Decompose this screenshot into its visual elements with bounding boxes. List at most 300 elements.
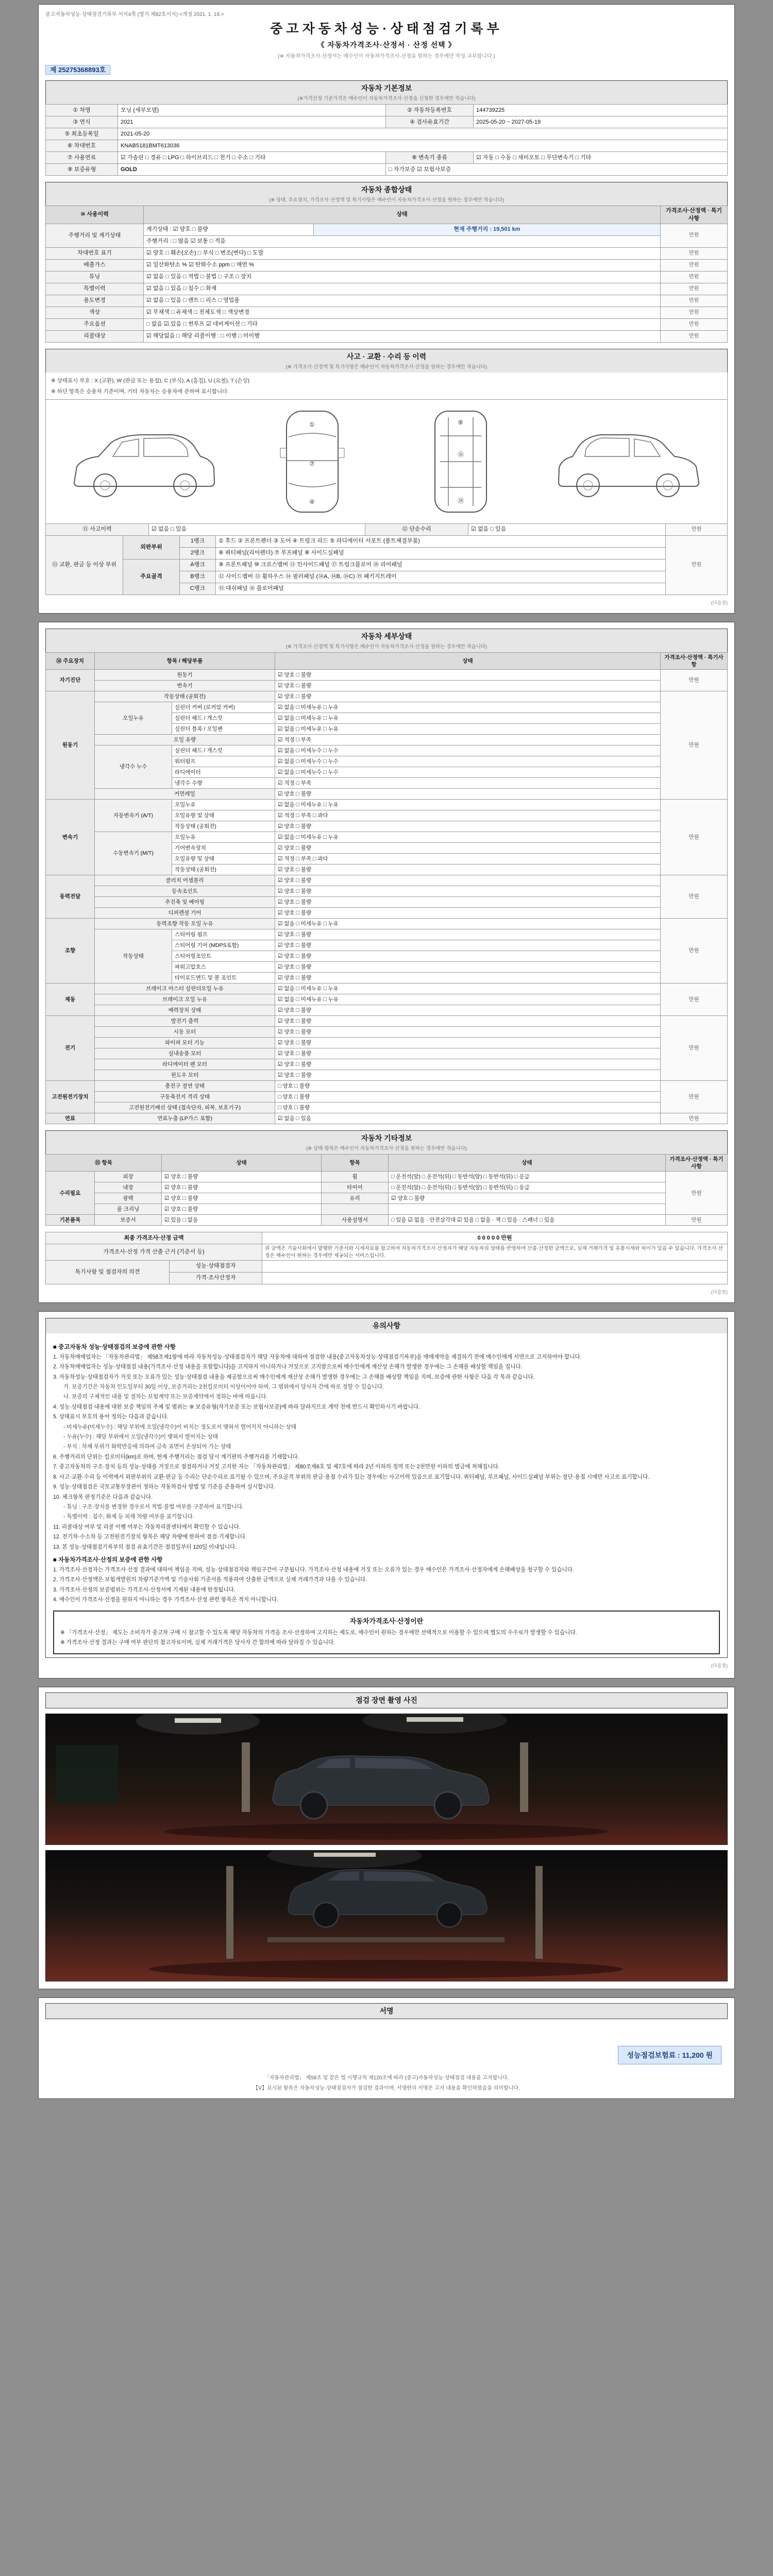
table-cell: ② 자동차등록번호	[386, 105, 474, 116]
table-row	[46, 105, 728, 116]
table-cell: 스티어링 펌프	[172, 929, 275, 940]
table-cell: 오일유량 및 상태	[172, 854, 275, 865]
table-cell: 특별이력	[46, 283, 144, 295]
table-row	[46, 800, 728, 810]
table-cell: 상태	[144, 206, 661, 224]
table-row	[46, 330, 728, 342]
fuel-checkboxes[interactable]: ☑ 가솔린 □ 경유 □ LPG □ 하이브리드 □ 전기 □ 수소 □ 기타	[118, 152, 386, 164]
checkbox-group[interactable]: ☑ 양호 □ 불량	[275, 1048, 661, 1059]
checkbox-group[interactable]: ☑ 무채색 □ 유채색 □ 전체도색 □ 색상변경	[144, 307, 661, 318]
checkbox-group[interactable]: ☑ 없음 □ 미세누유 □ 누유	[275, 919, 661, 929]
notice-item: 7. 중고자동차의 구조·장치 등의 성능·상태를 거짓으로 점검하거나 거짓 고지한 자는 「자동차관리법」 제80조제6호 및 제7호에 따라 2년 이하의 징역 또는 2천만원 이하의 벌금에 처해집니다.	[53, 1464, 500, 1470]
checkbox-group[interactable]: ☑ 양호 □ 불량	[275, 821, 661, 832]
table-cell: 만원	[661, 800, 728, 875]
checkbox-group[interactable]: ☑ 양호 □ 불량	[162, 1193, 322, 1204]
checkbox-group[interactable]: ☑ 양호 □ 불량	[275, 789, 661, 800]
table-cell: 가격·조사산정자	[170, 1272, 262, 1284]
section-notice	[45, 1318, 728, 1658]
diagram-number: ⑦	[309, 460, 315, 467]
first-registration-date: 2021-05-20	[118, 128, 728, 140]
notice-item: 10. 체크항목 판정기준은 다음과 같습니다.	[53, 1494, 153, 1500]
table-cell: ⑥ 쿼터패널(리어펜더) ⑦ 루프패널 ⑧ 사이드실패널	[216, 547, 666, 559]
table-row	[46, 1005, 728, 1016]
notice-item: - 부식 : 차체 부위가 화학반응에 의하여 금속 표면이 손상되어 가는 상태	[63, 1444, 231, 1450]
table-row	[46, 789, 728, 800]
checkbox-group[interactable]: ☑ 양호 □ 불량	[275, 1005, 661, 1016]
notice-item: 나. 보증의 구체적인 내용 및 절차는 보험계약 또는 보증계약에서 정하는 바에 따릅니다.	[63, 1394, 268, 1400]
section-title-text: 유의사항	[372, 1321, 401, 1330]
table-cell: 만원	[666, 1215, 728, 1226]
transmission-checkboxes[interactable]: ☑ 자동 □ 수동 □ 세미오토 □ 무단변속기 □ 기타	[474, 152, 728, 164]
table-cell: 시동 모터	[95, 1027, 275, 1038]
accident-summary-table	[45, 523, 728, 536]
checkbox-group	[389, 1204, 666, 1215]
table-cell: 타이어	[322, 1182, 389, 1193]
checkbox-group[interactable]: ☑ 양호 □ 불량	[275, 1016, 661, 1027]
table-cell: 상태	[389, 1155, 666, 1172]
table-row	[46, 1103, 728, 1113]
table-cell: 오일 유량	[95, 735, 275, 745]
table-cell: 사용설명서	[322, 1215, 389, 1226]
section-title-text: 자동차 기본정보	[361, 84, 412, 92]
table-cell: 룸 크리닝	[95, 1204, 162, 1215]
table-cell: 윈도우 모터	[95, 1070, 275, 1081]
table-cell: 클러치 어셈블리	[95, 875, 275, 886]
table-row	[46, 886, 728, 897]
notice-item: 2. 가격조사·산정액은 보험개발원의 차량기준가액 및 기술사회 기준서를 적용하여 산출한 금액으로 실제 거래가격과 다를 수 있습니다.	[53, 1577, 367, 1583]
inspection-photo-2	[45, 1850, 728, 1981]
table-cell: ⑨ 프론트패널 ⑩ 크로스멤버 ⑪ 인사이드패널 ⑰ 트렁크플로어 ⑱ 리어패널	[216, 559, 666, 571]
checkbox-group[interactable]: 주행거리 : □ 많음 ☑ 보통 □ 적음	[144, 235, 661, 247]
checkbox-group[interactable]: ☑ 양호 □ 불량	[275, 843, 661, 854]
table-row	[46, 128, 728, 140]
table-cell: 가격조사·산정액 · 특기사항	[661, 652, 728, 669]
table-cell: 워터펌프	[172, 756, 275, 767]
table-cell: 냉각수 수량	[172, 778, 275, 789]
checkbox-group[interactable]: ☑ 적정 □ 부족	[275, 735, 661, 745]
section-etc-title	[45, 1130, 728, 1154]
table-cell: ⑭ 주요장치	[46, 652, 95, 669]
table-cell: ⑧ 변속기 종류	[386, 152, 474, 164]
notice-item: 13. 본 성능·상태점검기록부의 점검 유효기간은 점검일부터 120일 이내입니다.	[53, 1544, 237, 1550]
table-cell: 만원	[661, 1113, 728, 1124]
car-underbody-diagram	[399, 405, 523, 518]
table-cell: 만원	[661, 330, 728, 342]
table-cell: ⑮ 대쉬패널 ⑯ 플로어패널	[216, 583, 666, 595]
table-row	[46, 919, 728, 929]
basic-info-table	[45, 104, 728, 176]
table-cell: 색상	[46, 307, 144, 318]
table-cell: 튜닝	[46, 271, 144, 283]
checkbox-group[interactable]: ☑ 양호 □ 불량	[275, 1059, 661, 1070]
section-title-text: 사고 · 교환 · 수리 등 이력	[346, 352, 427, 361]
table-cell: 스티어링 기어 (MDPS포함)	[172, 940, 275, 951]
table-cell: 원동기	[46, 691, 95, 800]
overall-condition-table	[45, 206, 728, 343]
diagram-number: ①	[309, 420, 315, 428]
table-cell: 타이로드엔드 및 볼 조인트	[172, 973, 275, 984]
checkbox-group[interactable]: 계기상태 : ☑ 양호 □ 불량	[144, 224, 314, 235]
table-cell: 특기사항 및 점검자의 의견	[46, 1260, 170, 1284]
table-cell: ⑥ 차대번호	[46, 140, 118, 152]
notice-item: 1. 자동차매매업자는 「자동차관리법」 제58조제1항에 따라 자동차성능·상태점검자가 해당 자동차에 대하여 점검한 내용(중고자동차성능·상태점검기록부)을 매매계약을 체결하기 전에 매수인에게 서면으로 고지하여야 합니다.	[53, 1353, 582, 1360]
table-row	[46, 652, 728, 669]
diagram-number: ⑱	[458, 497, 464, 504]
table-cell: 자기진단	[46, 670, 95, 691]
checkbox-group[interactable]: ☑ 양호 □ 불량	[275, 908, 661, 919]
page-subnote: (※ 자동차가격조사·산정서는 매수인이 자동차가격조사·산정을 원하는 경우에만 작성·교부합니다.)	[278, 54, 495, 59]
checkbox-group[interactable]: ☑ 없음 □ 미세누유 □ 누유	[275, 713, 661, 724]
table-row	[46, 1204, 728, 1215]
table-cell: 동력전달	[46, 875, 95, 919]
final-price-table	[45, 1232, 728, 1284]
table-row	[46, 140, 728, 152]
checkbox-group[interactable]: ☑ 있음 □ 없음	[162, 1215, 322, 1226]
table-row	[46, 1016, 728, 1027]
table-cell: 와이퍼 모터 기능	[95, 1038, 275, 1048]
checkbox-group[interactable]: □ 운전석(앞) □ 운전석(뒤) □ 동반석(앞) □ 동반석(뒤) □ 응급	[389, 1172, 666, 1182]
table-row	[46, 1038, 728, 1048]
notice-subheading: ■ 중고자동차 성능·상태점검의 보증에 관한 사항	[53, 1344, 176, 1350]
table-row	[46, 1092, 728, 1103]
checkbox-group[interactable]: □ 양호 □ 불량	[275, 1092, 661, 1103]
table-cell: 작동상태	[95, 929, 172, 984]
checkbox-group[interactable]: ☑ 없음 □ 미세누유 □ 누유	[275, 994, 661, 1005]
checkbox-group[interactable]: ☑ 양호 □ 훼손(오손) □ 부식 □ 변조(변타) □ 도말	[144, 247, 661, 259]
table-row	[46, 702, 728, 713]
notice-subheading: ■ 자동차가격조사·산정의 보증에 관한 사항	[53, 1556, 163, 1563]
table-row	[46, 1182, 728, 1193]
table-row	[46, 681, 728, 691]
table-cell: 라디에이터 팬 모터	[95, 1059, 275, 1070]
table-cell: 변속기	[95, 681, 275, 691]
inspector-opinion	[262, 1260, 728, 1272]
notice-item: 1. 가격조사·산정자는 가격조사·산정 결과에 대하여 책임을 지며, 성능·상태점검자와 책임구간이 구분됩니다. 가격조사·산정 내용에 거짓 또는 오류가 있는 경우 매수인은 가격조사·산정자에게 손해배상을 청구할 수 있습니다.	[53, 1566, 574, 1573]
notice-item: ※ 가격조사·산정 결과는 구매 여부 판단의 참고자료이며, 실제 거래가격은 당사자 간 합의에 따라 달라질 수 있습니다.	[60, 1639, 335, 1646]
inspection-photo-1-image	[46, 1714, 728, 1845]
table-row	[46, 1027, 728, 1038]
checkbox-group[interactable]: ☑ 양호 □ 불량	[162, 1204, 322, 1215]
table-cell: 동력조향 작동 오일 누유	[95, 919, 275, 929]
table-cell: 리콜대상	[46, 330, 144, 342]
table-cell: 오일유량 및 상태	[172, 810, 275, 821]
checkbox-group[interactable]: ☑ 양호 □ 불량	[275, 1027, 661, 1038]
exchange-rank-table	[45, 535, 728, 595]
table-cell: 수리필요	[46, 1172, 95, 1215]
accident-history-checkboxes[interactable]: ☑ 없음 □ 있음	[149, 523, 365, 535]
etc-info-table	[45, 1154, 728, 1226]
table-cell: 고전원전기장치	[46, 1081, 95, 1113]
notice-item: 4. 매수인이 가격조사·산정을 원하지 아니하는 경우 가격조사·산정 관련 항목은 적지 아니합니다.	[53, 1597, 279, 1603]
table-cell: 실린더 블록 / 오일팬	[172, 724, 275, 735]
table-cell: 원동기	[95, 670, 275, 681]
law-notice-2: 【Ⅴ】표시된 항목은 자동차성능·상태점검자가 점검한 결과이며, 서명란의 서명은 고지 내용을 확인하였음을 의미합니다.	[253, 2086, 520, 2092]
checkbox-group[interactable]: □ 양호 □ 불량	[275, 1081, 661, 1092]
table-cell: 추진축 및 베어링	[95, 897, 275, 908]
signature-area[interactable]	[45, 2019, 728, 2071]
notice-item: 11. 리콜대상 여부 및 리콜 이행 여부는 자동차리콜센터에서 확인할 수 있습니다.	[53, 1523, 241, 1530]
table-row	[46, 259, 728, 271]
checkbox-group[interactable]: □ 없음 ☑ 있음 □ 썬루프 ☑ 네비게이션 □ 기타	[144, 318, 661, 330]
table-cell: 만원	[661, 307, 728, 318]
table-cell: 발전기 출력	[95, 1016, 275, 1027]
table-cell: 자동변속기 (A/T)	[95, 800, 172, 832]
table-row	[46, 832, 728, 843]
law-notice-1: 「자동차관리법」 제58조 및 같은 법 시행규칙 제120조에 따라 (중고)자동차성능·상태점검 내용을 고지합니다.	[264, 2075, 509, 2081]
table-row	[46, 307, 728, 318]
table-row	[46, 318, 728, 330]
notice-item: 가. 보증기간은 자동차 인도일부터 30일 이상, 보증거리는 2천킬로미터 이상이어야 하며, 그 범위에서 당사자 간에 따로 정할 수 있습니다.	[63, 1384, 384, 1391]
card-footer: (다음장)	[711, 1663, 728, 1669]
table-row	[46, 1215, 728, 1226]
table-cell: 만원	[661, 224, 728, 247]
table-row	[46, 283, 728, 295]
checkbox-group[interactable]: ☑ 없음 □ 미세누유 □ 누유	[275, 832, 661, 843]
notice-item: 3. 가격조사·산정의 보증범위는 가격조사·산정서에 기재된 내용에 한정됩니다.	[53, 1586, 236, 1593]
table-cell: 브레이크 오일 누유	[95, 994, 275, 1005]
warranty-checkboxes[interactable]: □ 자가보증 ☑ 보험사보증	[386, 164, 728, 176]
table-row	[46, 1048, 728, 1059]
checkbox-group[interactable]: □ 양호 □ 불량	[275, 1103, 661, 1113]
checkbox-group[interactable]: ☑ 양호 □ 불량	[275, 1038, 661, 1048]
registration-number: 144739225	[474, 105, 728, 116]
table-cell: 작동상태 (공회전)	[172, 821, 275, 832]
checkbox-group[interactable]: ☑ 없음 □ 있음 □ 적법 □ 불법 □ 구조 □ 장치	[144, 271, 661, 283]
checkbox-group[interactable]: ☑ 없음 □ 미세누수 □ 누수	[275, 756, 661, 767]
table-row	[46, 670, 728, 681]
table-cell: 차대번호 표기	[46, 247, 144, 259]
table-row	[46, 1260, 728, 1272]
table-cell: 기본품목	[46, 1215, 95, 1226]
report-card-main	[38, 4, 735, 614]
notice-item: 3. 자동차성능·상태점검자가 거짓 또는 오류가 있는 성능·상태점검 내용을 제공함으로써 매수인에게 재산상 손해가 발생한 경우에는 그 손해를 배상할 책임을 지며, 보증에 관한 사항은 다음 각 목과 같습니다.	[53, 1374, 535, 1380]
table-cell: 항목	[322, 1155, 389, 1172]
section-notice-title	[45, 1318, 728, 1333]
definition-box-title: 자동차가격조사·산정이란	[349, 1617, 424, 1625]
table-row	[46, 691, 728, 702]
table-row	[46, 984, 728, 994]
state-code-legend: ※ 상태표시 부호 : X (교환), W (판금 또는 용접), C (부식), A (흠집), U (요철), T (손상)	[51, 377, 249, 384]
table-cell: 실내송풍 모터	[95, 1048, 275, 1059]
section-sign-title	[45, 2003, 728, 2019]
table-cell: 배출가스	[46, 259, 144, 271]
car-side-right-diagram	[548, 405, 712, 518]
table-cell: A랭크	[180, 559, 216, 571]
table-cell: 커먼레일	[95, 789, 275, 800]
table-cell: 주행거리 및 계기상태	[46, 224, 144, 247]
checkbox-group[interactable]: ☑ 없음 □ 미세누수 □ 누수	[275, 745, 661, 756]
checkbox-group[interactable]: ☑ 양호 □ 불량	[275, 886, 661, 897]
checkbox-group[interactable]: ☑ 일산화탄소 % ☑ 탄화수소 ppm □ 매연 %	[144, 259, 661, 271]
table-cell: 만원	[661, 1081, 728, 1113]
table-row	[46, 247, 728, 259]
table-cell: 오일누유	[95, 702, 172, 735]
table-cell: ⑦ 사용연료	[46, 152, 118, 164]
table-cell: ⑬ 교환, 판금 등 이상 부위	[46, 535, 123, 595]
table-cell: ③ 연식	[46, 116, 118, 128]
checkbox-group[interactable]: ☑ 양호 □ 불량	[275, 929, 661, 940]
table-cell: ④ 검사유효기간	[386, 116, 474, 128]
section-note-text: (※ 상태, 주요장치, 가격조사·산정액 및 특기사항은 매수인이 자동차가격조사·산정을 원하는 경우에만 적습니다)	[268, 197, 505, 203]
checkbox-group[interactable]: ☑ 양호 □ 불량	[275, 951, 661, 962]
table-cell: 고전원전기배선 상태 (접속단자, 피복, 보호기구)	[95, 1103, 275, 1113]
table-row	[46, 908, 728, 919]
table-cell: 파워고압호스	[172, 962, 275, 973]
signature-card	[38, 1997, 735, 2099]
section-title-text: 점검 장면 촬영 사진	[356, 1696, 417, 1705]
checkbox-group[interactable]: ☑ 없음 □ 미세누유 □ 누유	[275, 702, 661, 713]
section-basic-title	[45, 80, 728, 104]
table-cell: ⑨ 보증유형	[46, 164, 118, 176]
table-cell: 만원	[661, 875, 728, 919]
table-row	[46, 1193, 728, 1204]
notice-item: - 미세누유(미세누수) : 해당 부위에 오일(냉각수)이 비치는 정도로서 맺혀서 떨어지지 아니하는 상태	[63, 1423, 297, 1430]
table-cell: 등속조인트	[95, 886, 275, 897]
table-row	[46, 929, 728, 940]
notice-list	[53, 1353, 720, 1551]
table-row	[46, 1081, 728, 1092]
table-cell: 만원	[661, 919, 728, 984]
checkbox-group[interactable]: ☑ 없음 □ 있음 □ 렌트 □ 리스 □ 영업용	[144, 295, 661, 307]
checkbox-group[interactable]: ☑ 없음 □ 미세누유 □ 누유	[275, 724, 661, 735]
table-cell: 구동축전지 격리 상태	[95, 1092, 275, 1103]
table-cell: C랭크	[180, 583, 216, 595]
table-cell: 만원	[661, 283, 728, 295]
table-cell: ① 차명	[46, 105, 118, 116]
table-cell: 브레이크 마스터 실린더오일 누유	[95, 984, 275, 994]
page-title: 중고자동차성능·상태점검기록부	[270, 22, 503, 36]
checkbox-group[interactable]: ☑ 해당없음 □ 해당 리콜이행 : □ 이행 □ 미이행	[144, 330, 661, 342]
table-row	[46, 559, 728, 571]
section-overall-condition	[45, 182, 728, 343]
table-row	[46, 271, 728, 283]
checkbox-group[interactable]: ☑ 양호 □ 불량	[275, 865, 661, 875]
table-cell: 항목 / 해당부품	[95, 652, 275, 669]
table-cell: 가격조사·산정 가격 산출 근거 (기준서 등)	[46, 1244, 262, 1260]
insurance-fee-box: 성능점검보험료 : 11,200 원	[618, 2046, 721, 2064]
notice-item: 9. 성능·상태점검은 국토교통부장관이 정하는 자동차검사 방법 및 기준을 준용하여 실시합니다.	[53, 1484, 275, 1490]
table-cell: 제동	[46, 984, 95, 1016]
table-cell: 스티어링조인트	[172, 951, 275, 962]
checkbox-group[interactable]: ☑ 양호 □ 불량	[275, 940, 661, 951]
table-row	[46, 523, 728, 535]
damage-diagrams	[45, 400, 728, 524]
diagram-number: ⑯	[458, 450, 464, 458]
inspection-photo-2-image	[46, 1851, 728, 1981]
table-cell: 만원	[661, 295, 728, 307]
checkbox-group[interactable]: ☑ 양호 □ 불량	[275, 670, 661, 681]
table-cell: 주요옵션	[46, 318, 144, 330]
checkbox-group[interactable]: ☑ 없음 □ 있음 □ 침수 □ 화재	[144, 283, 661, 295]
table-cell: ⑤ 최초등록일	[46, 128, 118, 140]
checkbox-group[interactable]: ☑ 양호 □ 불량	[389, 1193, 666, 1204]
table-cell: 충전구 절연 상태	[95, 1081, 275, 1092]
table-row	[46, 745, 728, 756]
table-row	[46, 235, 728, 247]
table-cell: 기어변속장치	[172, 843, 275, 854]
form-ref: 중고자동차성능·상태점검기록부 서식4쪽 (별지 제82호서식) <개정 2021. 1. 19.>	[45, 12, 224, 18]
checkbox-group[interactable]: ☑ 적정 □ 부족 □ 과다	[275, 810, 661, 821]
document-number-badge: 제 25275368893호	[45, 65, 110, 75]
final-price-label: 최종 가격조사·산정 금액	[46, 1232, 262, 1244]
checkbox-group[interactable]: ☑ 양호 □ 불량	[162, 1182, 322, 1193]
card-footer: (다음장)	[711, 600, 728, 605]
checkbox-group[interactable]: □ 운전석(앞) □ 운전석(뒤) □ 동반석(앞) □ 동반석(뒤) □ 응급	[389, 1182, 666, 1193]
detail-condition-table	[45, 652, 728, 1124]
price-survey-definition-box	[53, 1611, 720, 1655]
section-note-text: (※ 가격조사·산정액 및 특기사항은 매수인이 자동차가격조사·산정을 원하는 경우에만 적습니다)	[285, 364, 488, 370]
table-row	[46, 897, 728, 908]
current-mileage: 현재 주행거리 : 19,501 km	[314, 224, 661, 235]
checkbox-group[interactable]: ☑ 없음 □ 미세누유 □ 누유	[275, 984, 661, 994]
table-cell: 연료누출 (LP가스 포함)	[95, 1113, 275, 1124]
inspection-photo-1	[45, 1714, 728, 1845]
page-subtitle: 《 자동차가격조사·산정서 · 산정 선택 》	[317, 41, 456, 49]
table-cell: 라디에이터	[172, 767, 275, 778]
section-etc-info	[45, 1130, 728, 1226]
checkbox-group[interactable]: ☑ 양호 □ 불량	[275, 875, 661, 886]
table-cell: 수동변속기 (M/T)	[95, 832, 172, 875]
table-cell: 만원	[661, 318, 728, 330]
simple-repair-checkboxes[interactable]: ☑ 없음 □ 있음	[468, 523, 666, 535]
notice-item: 5. 상태표시 부호의 용어 정의는 다음과 같습니다.	[53, 1414, 169, 1420]
checkbox-group[interactable]: ☑ 양호 □ 불량	[275, 897, 661, 908]
table-cell: 조향	[46, 919, 95, 984]
checkbox-group[interactable]: ☑ 양호 □ 불량	[275, 973, 661, 984]
diagram-number: ④	[309, 498, 315, 505]
section-detail-condition	[45, 629, 728, 1124]
checkbox-group[interactable]: ☑ 양호 □ 불량	[275, 962, 661, 973]
table-cell: 주요골격	[123, 559, 180, 595]
notice-item: 6. 주행거리의 단위는 킬로미터(km)로 하며, 현재 주행거리는 점검 당시 계기판의 주행거리를 기재합니다.	[53, 1453, 299, 1460]
table-cell: 만원	[666, 523, 728, 535]
model-year: 2021	[118, 116, 386, 128]
appraiser-opinion	[262, 1272, 728, 1284]
section-detail-title	[45, 629, 728, 652]
table-cell: 만원	[666, 535, 728, 595]
checkbox-group[interactable]: ☑ 양호 □ 불량	[275, 691, 661, 702]
table-cell: B랭크	[180, 571, 216, 583]
checkbox-group[interactable]: ☑ 양호 □ 불량	[275, 681, 661, 691]
table-cell: ⑫ 단순수리	[365, 523, 468, 535]
checkbox-group[interactable]: ☑ 없음 □ 미세누유 □ 누유	[275, 800, 661, 810]
table-cell: ⑪ 사고이력	[46, 523, 149, 535]
table-cell: 유리	[322, 1193, 389, 1204]
car-top-body-diagram	[250, 405, 374, 518]
table-row	[46, 994, 728, 1005]
table-cell: 연료	[46, 1113, 95, 1124]
table-cell: 실린더 헤드 / 개스킷	[172, 713, 275, 724]
checkbox-group[interactable]: □ 있음 ☑ 없음 · 안전삼각대 ☑ 있음 □ 없음 · 잭 □ 있음 · 스패너 □ 있음	[389, 1215, 666, 1226]
checkbox-group[interactable]: ☑ 없음 □ 있음	[275, 1113, 661, 1124]
table-row	[46, 152, 728, 164]
table-cell: 가격조사·산정액 · 특기사항	[661, 206, 728, 224]
section-overall-title	[45, 182, 728, 206]
section-note-text: (※ 상태·항목은 매수인이 자동차가격조사·산정을 원하는 경우에만 적습니다)	[306, 1146, 467, 1152]
table-cell: 변속기	[46, 800, 95, 875]
checkbox-group[interactable]: ☑ 적정 □ 부족 □ 과다	[275, 854, 661, 865]
checkbox-group[interactable]: ☑ 양호 □ 불량	[162, 1172, 322, 1182]
notice-item: 4. 성능·상태점검 내용에 대한 보증 책임의 주체 및 범위는 ⑨ 보증유형(자가보증 또는 보험사보증)에 따라 달라지므로 계약 전에 반드시 확인하시기 바랍니다.	[53, 1403, 421, 1410]
table-cell: 만원	[661, 1016, 728, 1081]
checkbox-group[interactable]: ☑ 적정 □ 부족	[275, 778, 661, 789]
diagram-basis-legend: ※ 하단 항목은 승용차 기준이며, 기타 자동차는 승용차에 준하여 표시합니다.	[51, 388, 229, 395]
table-row	[46, 116, 728, 128]
table-cell: 만원	[661, 271, 728, 283]
checkbox-group[interactable]: ☑ 없음 □ 미세누수 □ 누수	[275, 767, 661, 778]
document-number	[45, 64, 728, 74]
checkbox-group[interactable]: ☑ 양호 □ 불량	[275, 1070, 661, 1081]
